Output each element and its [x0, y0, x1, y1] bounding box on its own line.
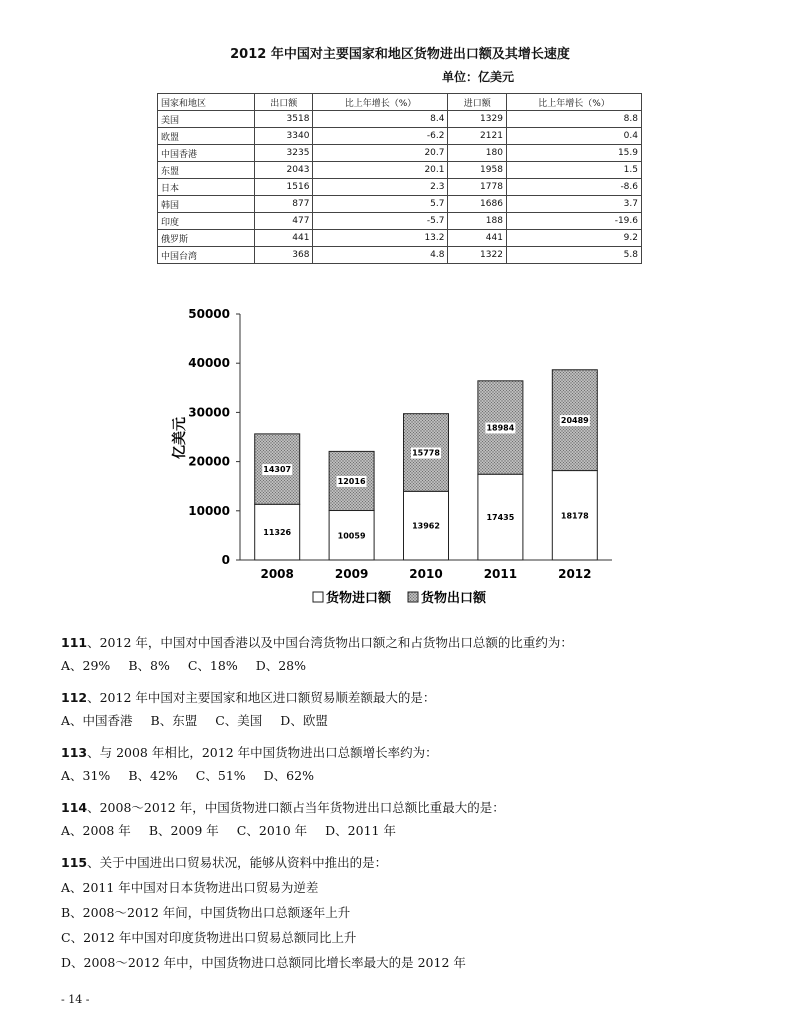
table-row [158, 128, 642, 145]
answer-option: A、31% [61, 768, 111, 783]
region-cell: 中国香港 [158, 145, 255, 162]
legend-swatch-import [313, 592, 323, 602]
answer-option: C、美国 [215, 713, 263, 728]
value-cell: 20.7 [313, 145, 448, 162]
unit-label: 单位：亿美元 [442, 70, 515, 84]
answer-option: C、2012 年中国对印度货物进出口贸易总额同比上升 [61, 930, 357, 945]
question-114 [61, 799, 761, 839]
value-cell: 5.8 [506, 247, 641, 264]
table-row [158, 230, 642, 247]
value-cell: 1322 [448, 247, 506, 264]
answer-option: D、62% [263, 768, 314, 783]
data-label-import: 13962 [412, 521, 440, 531]
answer-option: A、2011 年中国对日本货物进出口贸易为逆差 [61, 880, 319, 895]
value-cell: -5.7 [313, 213, 448, 230]
x-tick-label: 2010 [409, 567, 443, 581]
value-cell: 4.8 [313, 247, 448, 264]
value-cell: 1686 [448, 196, 506, 213]
value-cell: 20.1 [313, 162, 448, 179]
answer-option: B、东盟 [150, 713, 198, 728]
value-cell: -6.2 [313, 128, 448, 145]
answer-option: A、29% [61, 658, 111, 673]
region-cell: 韩国 [158, 196, 255, 213]
question-stem [61, 634, 761, 651]
value-cell: 5.7 [313, 196, 448, 213]
column-header: 进口额 [448, 94, 506, 111]
value-cell: 3.7 [506, 196, 641, 213]
region-cell: 东盟 [158, 162, 255, 179]
answer-option: A、中国香港 [61, 713, 133, 728]
answer-option: A、2008 年 [61, 823, 131, 838]
value-cell: -8.6 [506, 179, 641, 196]
value-cell: 441 [448, 230, 506, 247]
y-tick-label: 50000 [188, 307, 230, 321]
data-label-import: 18178 [560, 511, 589, 521]
legend-swatch-export [408, 592, 418, 602]
value-cell: 1516 [255, 179, 313, 196]
data-label-export: 20489 [560, 416, 589, 426]
value-cell: 3518 [255, 111, 313, 128]
region-cell: 中国台湾 [158, 247, 255, 264]
region-cell: 欧盟 [158, 128, 255, 145]
value-cell: 1778 [448, 179, 506, 196]
column-header: 比上年增长（%） [506, 94, 641, 111]
data-label-import: 17435 [486, 513, 515, 523]
value-cell: 9.2 [506, 230, 641, 247]
data-label-import: 10059 [337, 531, 366, 541]
x-tick-label: 2008 [260, 567, 294, 581]
y-tick-label: 10000 [188, 503, 230, 518]
question-number: 113 [61, 745, 88, 760]
table-header-row [158, 94, 642, 111]
answer-option: D、2011 年 [325, 823, 396, 838]
page-number: - 14 - [61, 993, 90, 1006]
value-cell: 441 [255, 230, 313, 247]
answer-option: B、2009 年 [148, 823, 219, 838]
value-cell: 8.4 [313, 111, 448, 128]
option-line [61, 657, 761, 674]
question-number: 111 [61, 635, 88, 650]
answer-option: C、18% [187, 658, 238, 673]
y-tick-label: 30000 [188, 405, 230, 420]
table-row [158, 162, 642, 179]
table-row [158, 213, 642, 230]
table-title: 2012 年中国对主要国家和地区货物进出口额及其增长速度 [230, 47, 570, 62]
answer-option: D、2008～2012 年中，中国货物进口总额同比增长率最大的是 2012 年 [61, 955, 466, 970]
question-text: 、2012 年中国对主要国家和地区进口额贸易顺差额最大的是： [87, 690, 436, 705]
value-cell: 15.9 [506, 145, 641, 162]
value-cell: 1958 [448, 162, 506, 179]
x-tick-label: 2011 [483, 567, 518, 581]
value-cell: 2043 [255, 162, 313, 179]
question-113 [61, 744, 761, 784]
x-tick-label: 2009 [334, 567, 369, 581]
question-112 [61, 689, 761, 729]
column-header: 国家和地区 [158, 94, 255, 111]
question-text: 、与 2008 年相比，2012 年中国货物进出口总额增长率约为： [87, 745, 438, 760]
value-cell: 3235 [255, 145, 313, 162]
value-cell: 180 [448, 145, 506, 162]
data-label-export: 12016 [337, 476, 366, 486]
question-111 [61, 634, 761, 674]
option-line [61, 822, 761, 839]
answer-option: B、42% [128, 768, 178, 783]
column-header: 出口额 [255, 94, 313, 111]
value-cell: 1.5 [506, 162, 641, 179]
answer-option: B、2008～2012 年间，中国货物出口总额逐年上升 [61, 905, 351, 920]
question-stem [61, 799, 761, 816]
value-cell: 477 [255, 213, 313, 230]
value-cell: 2121 [448, 128, 506, 145]
table-row [158, 179, 642, 196]
region-cell: 印度 [158, 213, 255, 230]
value-cell: 1329 [448, 111, 506, 128]
table-row [158, 196, 642, 213]
answer-option: C、2010 年 [236, 823, 308, 838]
legend-label-export: 货物出口额 [421, 591, 487, 606]
question-stem [61, 854, 761, 871]
question-text: 、关于中国进出口贸易状况，能够从资料中推出的是： [87, 855, 388, 870]
trade-table [157, 93, 642, 264]
option-line [61, 712, 761, 729]
question-list [61, 634, 761, 986]
value-cell: 2.3 [313, 179, 448, 196]
table-body [158, 111, 642, 264]
data-label-import: 11326 [263, 528, 292, 538]
value-cell: 877 [255, 196, 313, 213]
value-cell: -19.6 [506, 213, 641, 230]
data-label-export: 18984 [486, 423, 515, 433]
region-cell: 日本 [158, 179, 255, 196]
question-text: 、2008～2012 年，中国货物进口额占当年货物进出口总额比重最大的是： [87, 800, 505, 815]
answer-option: D、28% [255, 658, 307, 673]
y-tick-label: 20000 [188, 454, 230, 469]
value-cell: 3340 [255, 128, 313, 145]
value-cell: 188 [448, 213, 506, 230]
answer-option: C、51% [195, 768, 246, 783]
question-stem [61, 744, 761, 761]
option-line [61, 767, 761, 784]
region-cell: 美国 [158, 111, 255, 128]
table-row [158, 111, 642, 128]
column-header: 比上年增长（%） [313, 94, 448, 111]
question-stem [61, 689, 761, 706]
value-cell: 8.8 [506, 111, 641, 128]
y-tick-label: 40000 [188, 356, 230, 371]
value-cell: 368 [255, 247, 313, 264]
table-row [158, 145, 642, 162]
y-axis-label: 亿美元 [172, 417, 188, 459]
table-row [158, 247, 642, 264]
legend-label-import: 货物进口额 [326, 591, 392, 606]
question-number: 115 [61, 855, 88, 870]
region-cell: 俄罗斯 [158, 230, 255, 247]
y-tick-label: 0 [221, 553, 230, 567]
stacked-bar-chart [0, 298, 800, 618]
data-label-export: 14307 [263, 465, 292, 475]
answer-option: D、欧盟 [280, 713, 328, 728]
question-text: 、2012 年，中国对中国香港以及中国台湾货物出口额之和占货物出口总额的比重约为： [87, 635, 573, 650]
answer-option: B、8% [128, 658, 170, 673]
value-cell: 13.2 [313, 230, 448, 247]
question-number: 114 [61, 800, 88, 815]
question-115 [61, 854, 761, 971]
value-cell: 0.4 [506, 128, 641, 145]
data-label-export: 15778 [412, 448, 440, 458]
x-tick-label: 2012 [558, 567, 592, 581]
question-number: 112 [61, 690, 88, 705]
